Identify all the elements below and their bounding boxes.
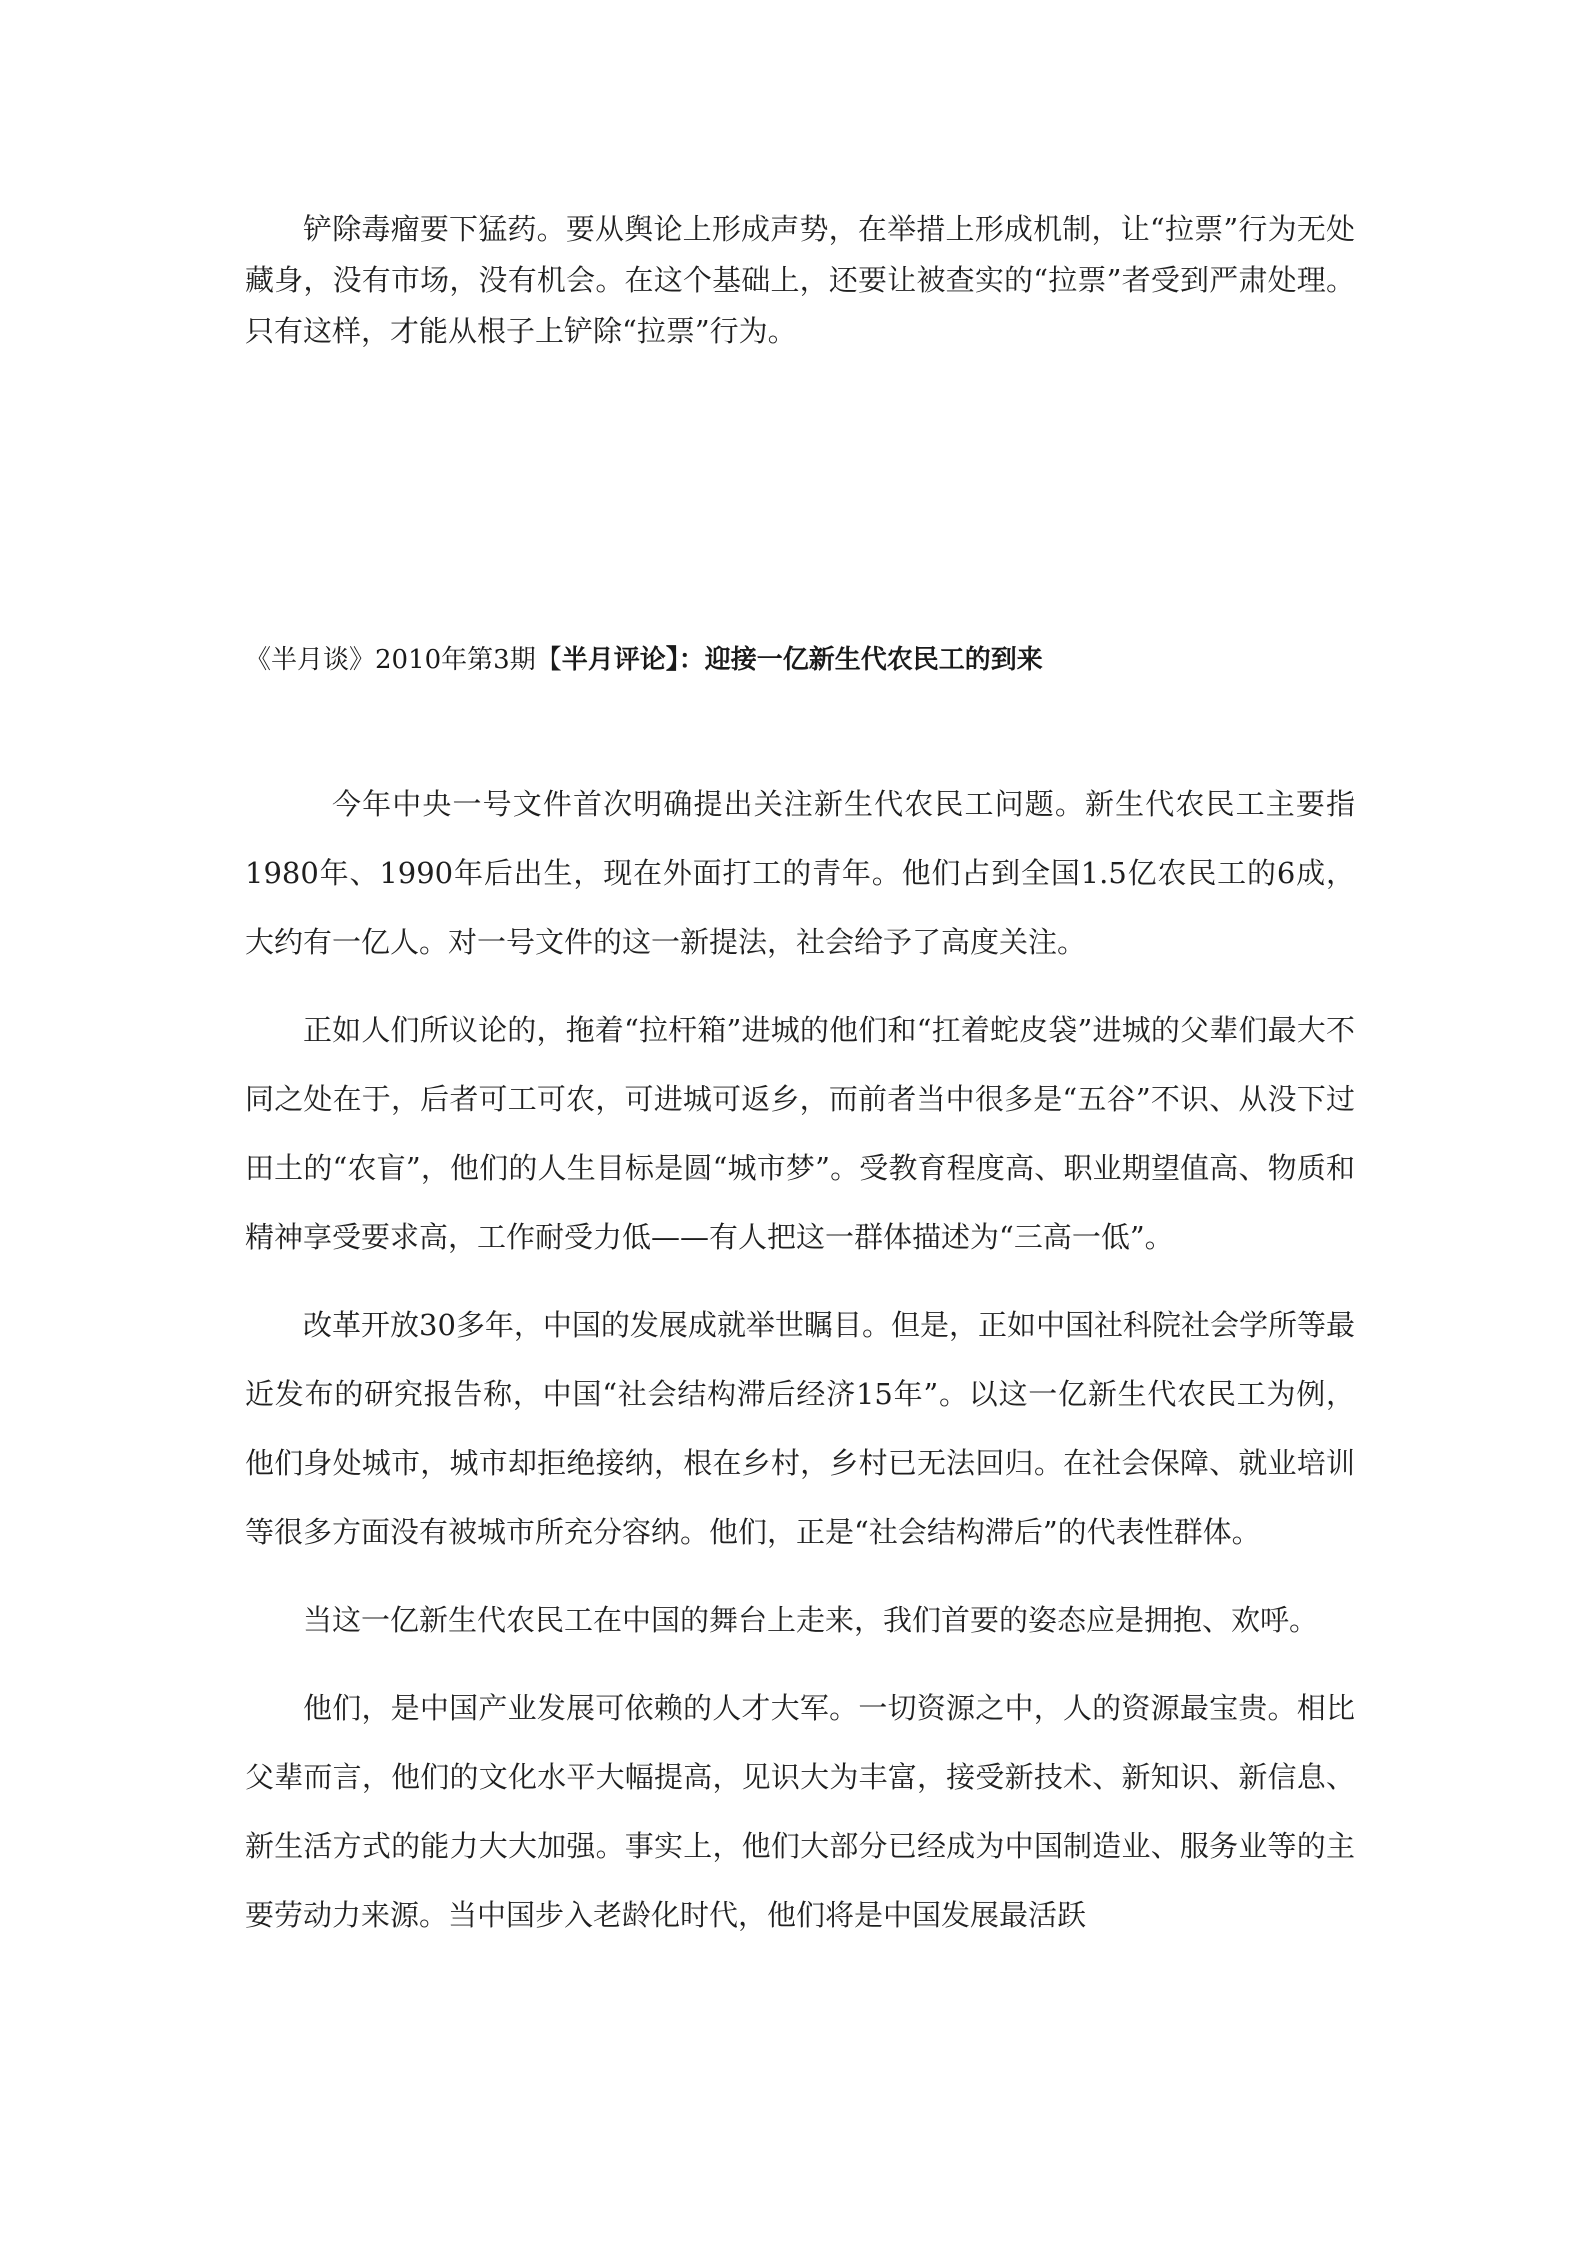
- heading-column: 半月评论: [561, 645, 666, 675]
- intro-paragraph: 铲除毒瘤要下猛药。要从舆论上形成声势，在举措上形成机制，让“拉票”行为无处藏身，没有市场，没有机会。在这个基础上，还要让被查实的“拉票”者受到严肃处理。只有这样，才能从根子上铲除“拉票”行为。: [245, 212, 1355, 348]
- article-heading: [245, 640, 1355, 680]
- article-paragraph-5: 他们，是中国产业发展可依赖的人才大军。一切资源之中，人的资源最宝贵。相比父辈而言，他们的文化水平大幅提高，见识大为丰富，接受新技术、新知识、新信息、新生活方式的能力大大加强。事实上，他们大部分已经成为中国制造业、服务业等的主要劳动力来源。当中国步入老龄化时代，他们将是中国发展最活跃: [245, 1691, 1355, 1932]
- article-paragraph-2: 正如人们所议论的，拖着“拉杆箱”进城的他们和“扛着蛇皮袋”进城的父辈们最大不同之处在于，后者可工可农，可进城可返乡，而前者当中很多是“五谷”不识、从没下过田土的“农盲”，他们的人生目标是圆“城市梦”。受教育程度高、职业期望值高、物质和精神享受要求高，工作耐受力低——有人把这一群体描述为“三高一低”。: [245, 1013, 1355, 1254]
- heading-source: 《半月谈》2010年第3期【: [245, 645, 562, 675]
- article-body: [245, 770, 1355, 1969]
- article-paragraph-4: 当这一亿新生代农民工在中国的舞台上走来，我们首要的姿态应是拥抱、欢呼。: [303, 1603, 1319, 1637]
- article-paragraph-3: 改革开放30多年，中国的发展成就举世瞩目。但是，正如中国社科院社会学所等最近发布的研究报告称，中国“社会结构滞后经济15年”。以这一亿新生代农民工为例，他们身处城市，城市却拒绝接纳，根在乡村，乡村已无法回归。在社会保障、就业培训等很多方面没有被城市所充分容纳。他们，正是“社会结构滞后”的代表性群体。: [245, 1308, 1355, 1549]
- heading-title: 】：迎接一亿新生代农民工的到来: [665, 645, 1043, 675]
- article-paragraph-1: 今年中央一号文件首次明确提出关注新生代农民工问题。新生代农民工主要指1980年、1990年后出生，现在外面打工的青年。他们占到全国1.5亿农民工的6成，大约有一亿人。对一号文件的这一新提法，社会给予了高度关注。: [245, 787, 1355, 959]
